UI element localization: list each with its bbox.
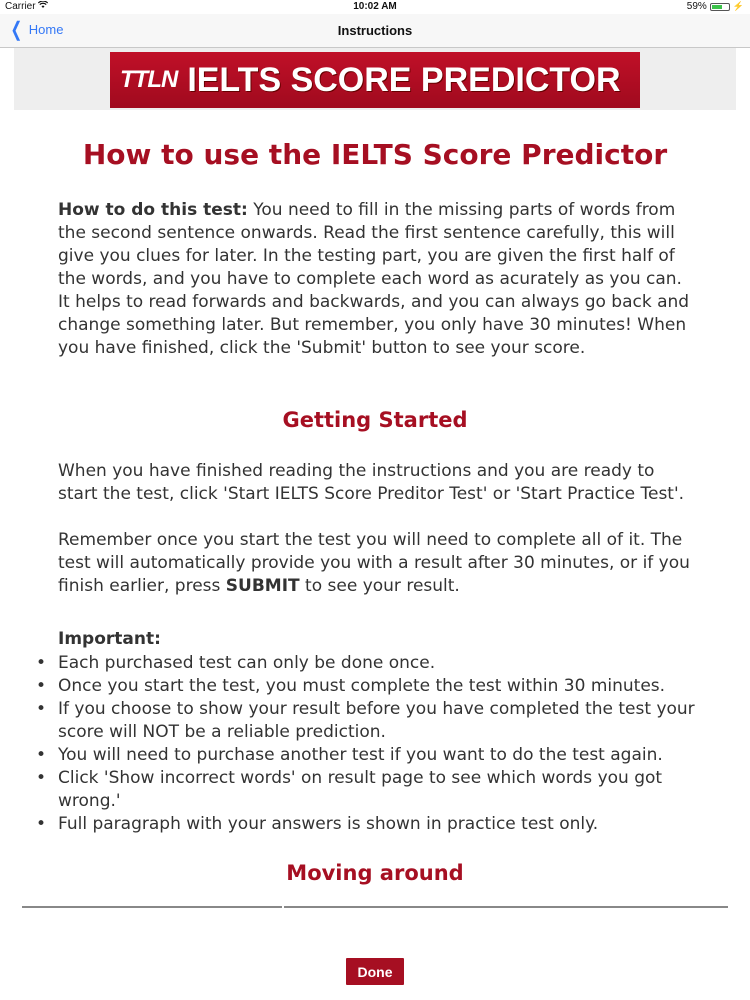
list-item: • Full paragraph with your answers is shown in practice test only. <box>0 813 720 836</box>
carrier-label: Carrier <box>5 1 36 12</box>
banner-title: IELTS SCORE PREDICTOR <box>187 60 621 99</box>
getting-started-para2 <box>58 529 698 598</box>
battery-icon <box>710 3 730 11</box>
getting-started-para2-end: to see your result. <box>299 576 460 596</box>
back-button-label: Home <box>28 22 64 37</box>
list-item: • Click 'Show incorrect words' on result page to see which words you got wrong.' <box>0 767 720 813</box>
getting-started-para1: When you have finished reading the instructions and you are ready to start the test, click 'Start IELTS Score Preditor Test' or 'Start Practice Test'. <box>58 461 685 504</box>
battery-percent: 59% <box>686 1 707 12</box>
status-bar <box>0 0 750 14</box>
status-time: 10:02 AM <box>353 1 397 12</box>
important-heading: Important: <box>58 629 161 649</box>
getting-started-heading: Getting Started <box>282 408 468 432</box>
submit-emphasis: SUBMIT <box>225 576 300 596</box>
list-item: • Once you start the test, you must complete the test within 30 minutes. <box>0 675 720 698</box>
ttln-logo: TTLN <box>120 66 178 93</box>
getting-started-para2-text: Remember once you start the test you will need to complete all of it. The test will automatically provide you with a result after 30 minutes, or if you finish earlier, press <box>58 530 690 596</box>
list-item: • Each purchased test can only be done once. <box>0 652 720 675</box>
divider <box>22 906 282 908</box>
navigation-bar <box>0 14 750 48</box>
important-list <box>0 652 720 836</box>
page-title: How to use the IELTS Score Predictor <box>82 138 668 171</box>
chevron-left-icon: ❮ <box>10 18 23 41</box>
divider <box>284 906 728 908</box>
list-item: • You will need to purchase another test if you want to do the test again. <box>0 744 720 767</box>
nav-title: Instructions <box>337 23 413 38</box>
moving-around-heading: Moving around <box>286 861 464 885</box>
banner <box>110 52 640 108</box>
how-to-paragraph <box>58 199 698 360</box>
charging-icon: ⚡ <box>732 1 744 11</box>
banner-area <box>14 48 736 110</box>
how-to-label: How to do this test: <box>58 200 248 220</box>
list-item: • If you choose to show your result before you have completed the test your score will NOT be a reliable prediction. <box>0 698 720 744</box>
done-button[interactable]: Done <box>346 958 404 985</box>
how-to-text: You need to fill in the missing parts of words from the second sentence onwards. Read the first sentence carefully, this will give you clues for later. In the testing part, you are given the first half of the words, and you have to complete each word as acurately as you can. It helps to read forwards and backwards, and you can always go back and change something later. But remember, you only have 30 minutes! When you have finished, click the 'Submit' button to see your score. <box>58 200 690 358</box>
